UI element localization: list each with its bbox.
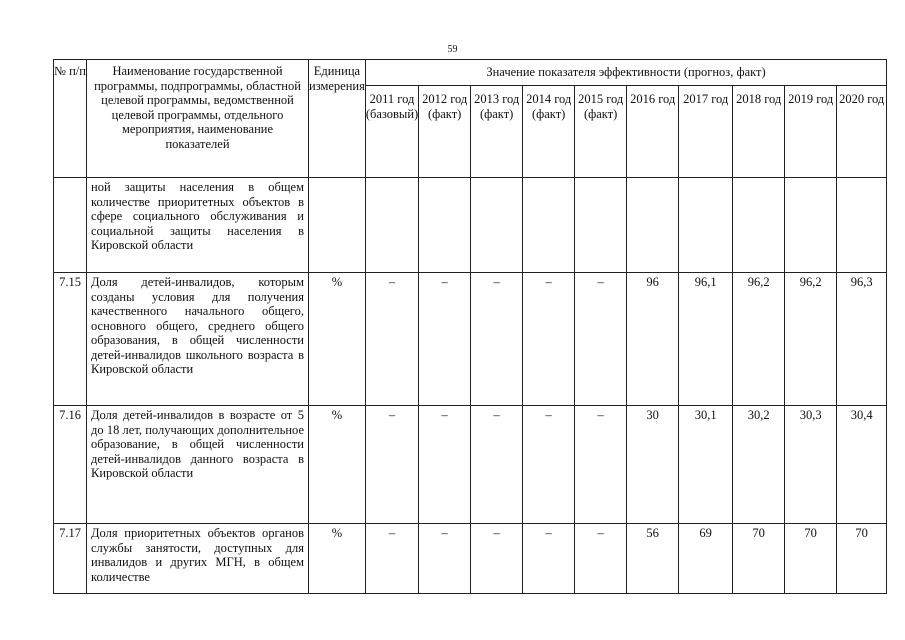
value-cell: –: [365, 406, 418, 524]
row-number: 7.15: [54, 273, 87, 406]
header-year: 2013 год (факт): [471, 86, 523, 178]
value-cell: 56: [627, 524, 679, 594]
value-cell: 70: [785, 524, 837, 594]
header-year: 2011 год (базовый): [365, 86, 418, 178]
value-cell: 70: [837, 524, 887, 594]
header-unit: Единица измерения: [309, 60, 366, 178]
value-cell: 96,2: [733, 273, 785, 406]
value-cell: 69: [679, 524, 733, 594]
header-year: 2018 год: [733, 86, 785, 178]
table-row: [54, 273, 887, 406]
indicator-name: ной защиты населения в общем количестве приоритетных объектов в сфере социального обслуживания и социальной защиты населения в Кировской области: [87, 178, 309, 273]
value-cell: –: [471, 406, 523, 524]
table-row: [54, 178, 887, 273]
table-row: [54, 524, 887, 594]
value-cell: [679, 178, 733, 273]
value-cell: –: [419, 273, 471, 406]
header-group: Значение показателя эффективности (прогноз, факт): [365, 60, 886, 86]
value-cell: 96: [627, 273, 679, 406]
header-year: 2012 год (факт): [419, 86, 471, 178]
value-cell: –: [575, 524, 627, 594]
header-year: 2019 год: [785, 86, 837, 178]
header-num: № п/п: [54, 60, 87, 178]
value-cell: [837, 178, 887, 273]
header-name: Наименование государственной программы, подпрограммы, областной целевой программы, ведомственной целевой программы, отдельного мероприятия, наименование показателей: [87, 60, 309, 178]
value-cell: –: [471, 273, 523, 406]
row-number: 7.16: [54, 406, 87, 524]
value-cell: [523, 178, 575, 273]
header-year: 2020 год: [837, 86, 887, 178]
indicators-table: [53, 59, 887, 594]
header-year: 2014 год (факт): [523, 86, 575, 178]
header-year: 2016 год: [627, 86, 679, 178]
value-cell: –: [575, 273, 627, 406]
value-cell: –: [575, 406, 627, 524]
value-cell: [419, 178, 471, 273]
value-cell: [575, 178, 627, 273]
page-number: 59: [447, 44, 458, 55]
value-cell: 30,1: [679, 406, 733, 524]
value-cell: 96,3: [837, 273, 887, 406]
header-year: 2015 год (факт): [575, 86, 627, 178]
value-cell: 96,1: [679, 273, 733, 406]
indicator-unit: %: [309, 406, 366, 524]
value-cell: 30,3: [785, 406, 837, 524]
table-row: [54, 406, 887, 524]
value-cell: 30,2: [733, 406, 785, 524]
row-number: 7.17: [54, 524, 87, 594]
value-cell: [785, 178, 837, 273]
value-cell: 30: [627, 406, 679, 524]
value-cell: –: [523, 273, 575, 406]
indicator-unit: %: [309, 524, 366, 594]
value-cell: –: [523, 524, 575, 594]
header-year: 2017 год: [679, 86, 733, 178]
value-cell: [471, 178, 523, 273]
indicator-unit: %: [309, 273, 366, 406]
value-cell: [627, 178, 679, 273]
value-cell: –: [365, 273, 418, 406]
value-cell: 30,4: [837, 406, 887, 524]
value-cell: 96,2: [785, 273, 837, 406]
indicator-name: Доля приоритетных объектов органов службы занятости, доступных для инвалидов и других МГН, в общем количестве: [87, 524, 309, 594]
value-cell: 70: [733, 524, 785, 594]
value-cell: –: [419, 524, 471, 594]
indicator-unit: [309, 178, 366, 273]
indicator-name: Доля детей-инвалидов в возрасте от 5 до 18 лет, получающих дополнительное образование, в общей численности детей-инвалидов данного возраста в Кировской области: [87, 406, 309, 524]
row-number: [54, 178, 87, 273]
value-cell: –: [419, 406, 471, 524]
indicator-name: Доля детей-инвалидов, которым созданы условия для получения качественного начального общего, основного общего, среднего общего образования, в общей численности детей-инвалидов школьного возраста в Кировской области: [87, 273, 309, 406]
value-cell: [365, 178, 418, 273]
value-cell: –: [523, 406, 575, 524]
value-cell: [733, 178, 785, 273]
value-cell: –: [365, 524, 418, 594]
value-cell: –: [471, 524, 523, 594]
